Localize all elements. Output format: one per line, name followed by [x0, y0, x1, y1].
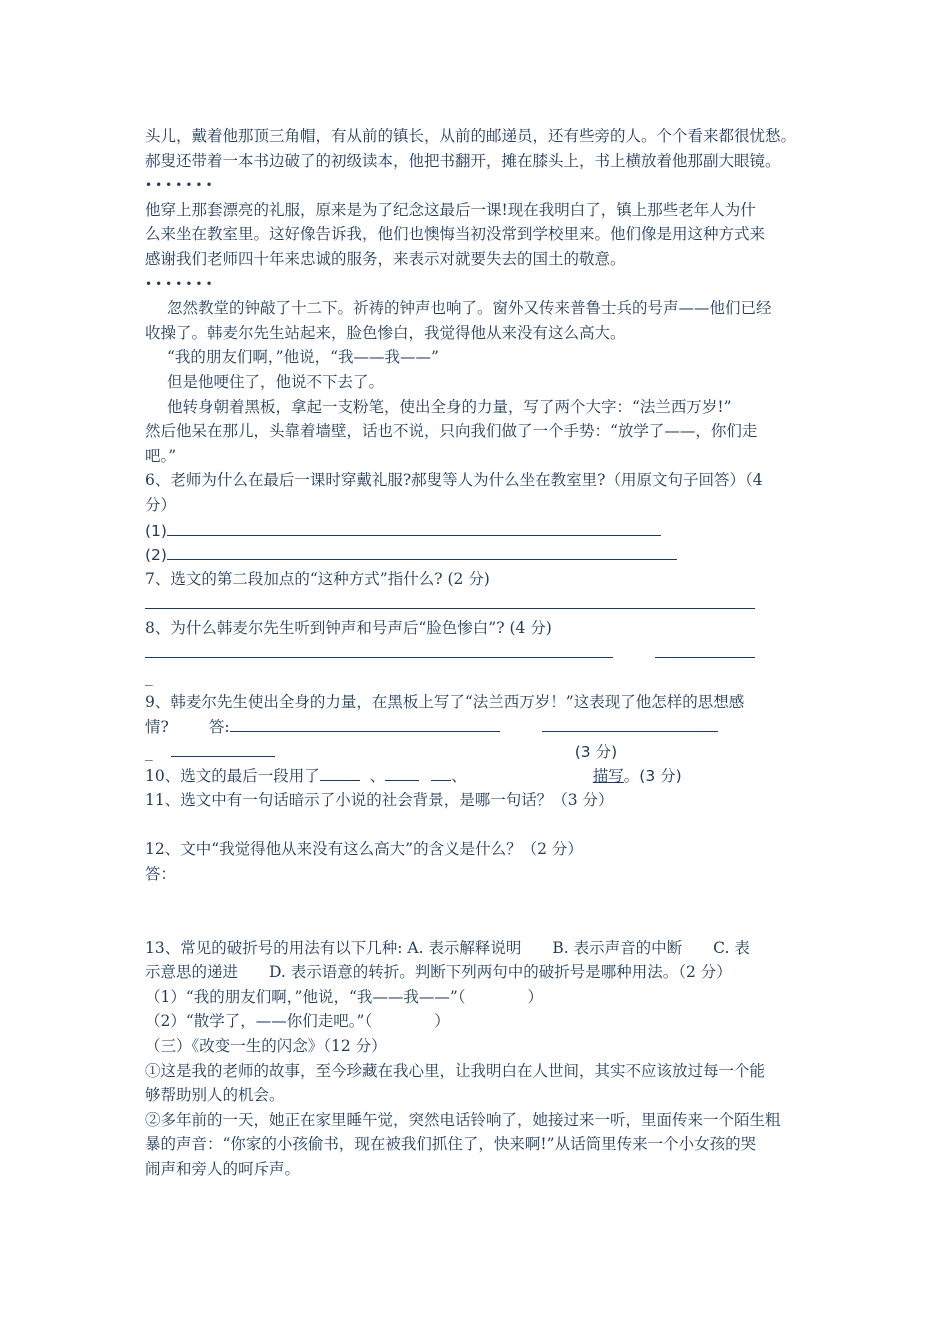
answer-10-blank-a[interactable] [320, 763, 360, 781]
answer-6-2-blank[interactable] [167, 542, 677, 560]
question-7: 7、选文的第二段加点的“这种方式”指什么? (2 分) [145, 569, 490, 588]
answer-9-blank-c[interactable] [171, 739, 275, 757]
answer-6-1: (1) [145, 518, 810, 543]
answer-6-2: (2) [145, 542, 810, 567]
question-11: 11、选文中有一句话暗示了小说的社会背景，是哪一句话？（3 分） [145, 791, 614, 810]
question-10: 10、选文的最后一段用了 、 、 描写。(3 分) [145, 763, 810, 788]
passage-line: 么来坐在教室里。这好像告诉我，他们也懊悔当初没常到学校里来。他们像是用这种方式来 [145, 225, 766, 244]
question-6-cont: 分） [145, 495, 177, 514]
passage-line: 然后他呆在那儿，头靠着墙壁，话也不说，只向我们做了一个手势：“放学了——，你们走 [145, 422, 758, 441]
section-3-title: （三）《改变一生的闪念》（12 分） [145, 1036, 387, 1055]
emphasis-dots: ••••••• [145, 276, 216, 291]
score-9: (3 分) [574, 742, 618, 761]
question-6: 6、老师为什么在最后一课时穿戴礼服?郝叟等人为什么坐在教室里?（用原文句子回答）（4 [145, 471, 763, 490]
passage-line: 郝叟还带着一本书边破了的初级读本，他把书翻开，摊在膝头上，书上横放着他那副大眼镜。 [145, 151, 781, 170]
answer-12-label: 答： [145, 864, 177, 883]
passage-line: 头儿，戴着他那顶三角帽，有从前的镇长，从前的邮递员，还有些旁的人。个个看来都很忧愁。 [145, 127, 797, 145]
answer-6-1-blank[interactable] [167, 518, 661, 536]
section-3-paragraph-2-end: 闹声和旁人的呵斥声。 [145, 1159, 301, 1178]
passage-line: 感谢我们老师四十年来忠诚的服务，来表示对就要失去的国土的敬意。 [145, 249, 626, 268]
answer-10-blank-b[interactable] [385, 763, 419, 781]
question-13-item-1: （1）“我的朋友们啊，”他说，“我——我——”（ ） [145, 987, 544, 1006]
question-8: 8、为什么韩麦尔先生听到钟声和号声后“脸色惨白”? (4 分) [145, 618, 552, 637]
answer-7 [145, 591, 810, 616]
answer-8-blank-a[interactable] [145, 640, 613, 658]
passage-line: 但是他哽住了，他说不下去了。 [167, 372, 385, 391]
document-body [145, 124, 810, 1182]
answer-9-cont: _ (3 分) [145, 739, 810, 764]
answer-9-blank-a[interactable] [230, 714, 500, 732]
passage-line: 吧。” [145, 446, 177, 465]
answer-8-tail: _ [145, 668, 153, 687]
section-3-paragraph-1-cont: 够帮助别人的机会。 [145, 1086, 285, 1105]
question-9: 9、韩麦尔先生使出全身的力量，在黑板上写了“法兰西万岁！”这表现了他怎样的思想感 [145, 692, 745, 711]
passage-line: 他穿上那套漂亮的礼服，原来是为了纪念这最后一课!现在我明白了，镇上那些老年人为什 [145, 200, 756, 219]
section-3-paragraph-2-cont: 暴的声音：“你家的小孩偷书，现在被我们抓住了，快来啊!”从话筒里传来一个小女孩的哭 [145, 1135, 757, 1154]
question-13: 13、常见的破折号的用法有以下几种: A. 表示解释说明 B. 表示声音的中断 C. 表 [145, 938, 750, 957]
passage-line: 他转身朝着黑板，拿起一支粉笔，使出全身的力量，写了两个大字：“法兰西万岁!” [167, 397, 732, 416]
passage-line: “我的朋友们啊，”他说，“我——我——” [167, 348, 439, 367]
question-13-cont: 示意思的递进 D. 表示语意的转折。判断下列两句中的破折号是哪种用法。（2 分） [145, 963, 732, 982]
answer-8 [145, 640, 810, 665]
answer-7-blank[interactable] [145, 591, 755, 609]
emphasis-dots: ••••••• [145, 178, 216, 193]
section-3-paragraph-1: ①这是我的老师的故事，至今珍藏在我心里，让我明白在人世间，其实不应该放过每一个能 [145, 1061, 766, 1080]
passage-line: 忽然教堂的钟敲了十二下。祈祷的钟声也响了。窗外又传来普鲁士兵的号声——他们已经 [167, 299, 772, 318]
answer-9-blank-b[interactable] [542, 714, 718, 732]
answer-8-blank-b[interactable] [655, 640, 755, 658]
passage-line: 收操了。韩麦尔先生站起来，脸色惨白，我觉得他从来没有这么高大。 [145, 323, 626, 342]
answer-10-blank-c[interactable] [431, 763, 451, 781]
question-13-item-2: （2）“散学了，——你们走吧。”（ ） [145, 1012, 450, 1031]
question-12: 12、文中“我觉得他从来没有这么高大”的含义是什么？（2 分） [145, 840, 583, 859]
section-3-paragraph-2: ②多年前的一天，她正在家里睡午觉，突然电话铃响了，她接过来一听，里面传来一个陌生粗 [145, 1110, 781, 1129]
answer-9: 情? 答: [145, 714, 810, 739]
